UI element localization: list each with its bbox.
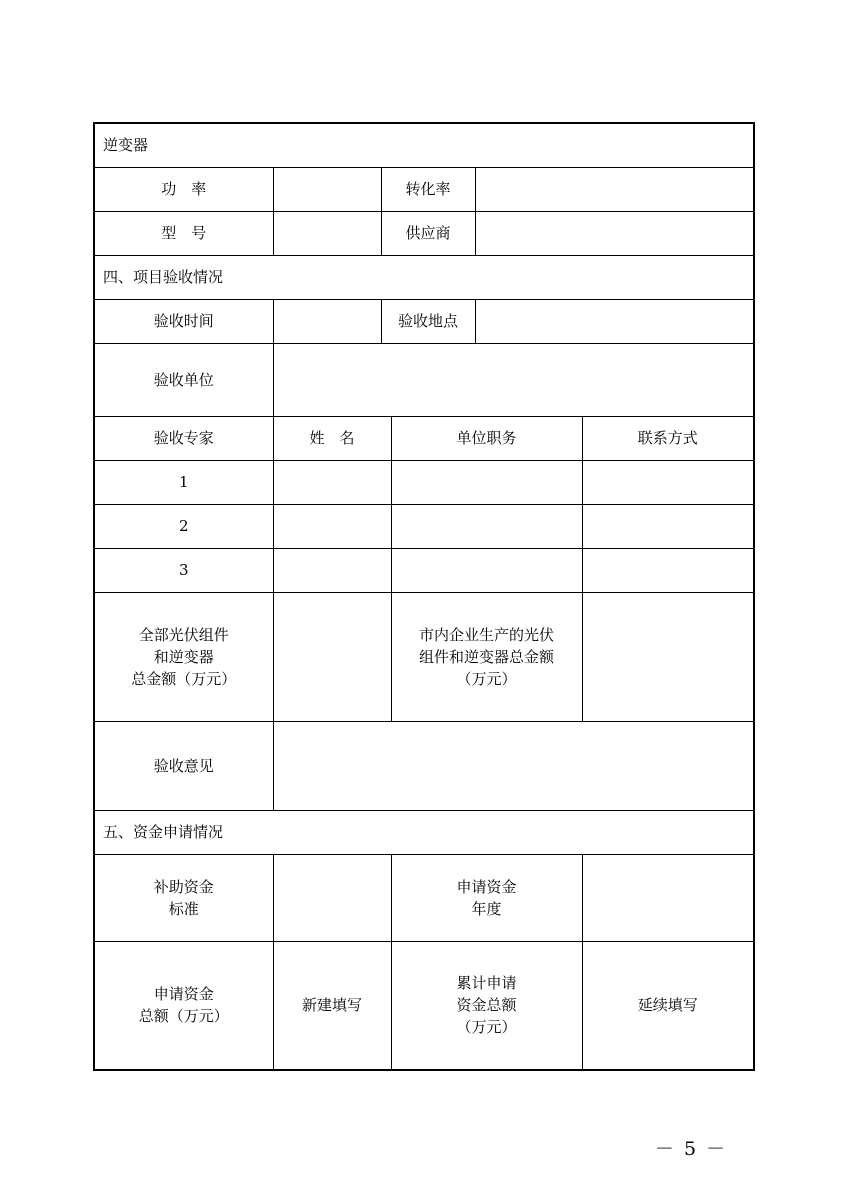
section4-row: [94, 255, 754, 299]
experts-header-row: [94, 416, 754, 460]
model-row: [94, 211, 754, 255]
section5-title: 五、资金申请情况: [94, 810, 754, 854]
inverter-header: 逆变器: [94, 123, 754, 167]
expert-row: [94, 548, 754, 592]
section5-row: [94, 810, 754, 854]
acceptance-time-field[interactable]: [273, 299, 381, 343]
acceptance-time-label: 验收时间: [94, 299, 273, 343]
expert-row: [94, 504, 754, 548]
acceptance-opinion-field[interactable]: [273, 721, 754, 810]
acceptance-place-label: 验收地点: [381, 299, 475, 343]
acceptance-form-table: [93, 122, 755, 1071]
pv-amount-row: [94, 592, 754, 721]
subsidy-row: [94, 854, 754, 941]
apply-total-field[interactable]: 新建填写: [273, 941, 391, 1070]
subsidy-standard-label: 补助资金 标准: [94, 854, 273, 941]
inverter-header-row: [94, 123, 754, 167]
power-row: [94, 167, 754, 211]
section4-title: 四、项目验收情况: [94, 255, 754, 299]
expert-number: 2: [94, 504, 273, 548]
page-number: － 5 －: [655, 1138, 728, 1160]
local-pv-amount-field[interactable]: [582, 592, 754, 721]
total-pv-amount-label: 全部光伏组件 和逆变器 总金额（万元）: [94, 592, 273, 721]
expert-contact-header: 联系方式: [582, 416, 754, 460]
expert-name-field[interactable]: [273, 460, 391, 504]
opinion-row: [94, 721, 754, 810]
expert-position-field[interactable]: [391, 460, 582, 504]
total-pv-amount-field[interactable]: [273, 592, 391, 721]
apply-year-label: 申请资金 年度: [391, 854, 582, 941]
expert-name-field[interactable]: [273, 504, 391, 548]
acceptance-place-field[interactable]: [475, 299, 754, 343]
cumulative-total-field[interactable]: 延续填写: [582, 941, 754, 1070]
expert-row: [94, 460, 754, 504]
apply-year-field[interactable]: [582, 854, 754, 941]
acceptance-unit-label: 验收单位: [94, 343, 273, 416]
supplier-label: 供应商: [381, 211, 475, 255]
expert-position-header: 单位职务: [391, 416, 582, 460]
subsidy-standard-field[interactable]: [273, 854, 391, 941]
model-field[interactable]: [273, 211, 381, 255]
local-pv-amount-label: 市内企业生产的光伏 组件和逆变器总金额 （万元）: [391, 592, 582, 721]
model-label: 型 号: [94, 211, 273, 255]
acceptance-time-row: [94, 299, 754, 343]
apply-total-row: [94, 941, 754, 1070]
cumulative-total-label: 累计申请 资金总额 （万元）: [391, 941, 582, 1070]
expert-contact-field[interactable]: [582, 548, 754, 592]
apply-total-label: 申请资金 总额（万元）: [94, 941, 273, 1070]
expert-name-field[interactable]: [273, 548, 391, 592]
acceptance-opinion-label: 验收意见: [94, 721, 273, 810]
expert-position-field[interactable]: [391, 504, 582, 548]
expert-number: 3: [94, 548, 273, 592]
conversion-rate-field[interactable]: [475, 167, 754, 211]
expert-name-header: 姓 名: [273, 416, 391, 460]
expert-position-field[interactable]: [391, 548, 582, 592]
acceptance-unit-field[interactable]: [273, 343, 754, 416]
expert-number: 1: [94, 460, 273, 504]
power-field[interactable]: [273, 167, 381, 211]
power-label: 功 率: [94, 167, 273, 211]
acceptance-unit-row: [94, 343, 754, 416]
conversion-rate-label: 转化率: [381, 167, 475, 211]
expert-contact-field[interactable]: [582, 504, 754, 548]
expert-contact-field[interactable]: [582, 460, 754, 504]
experts-label: 验收专家: [94, 416, 273, 460]
supplier-field[interactable]: [475, 211, 754, 255]
